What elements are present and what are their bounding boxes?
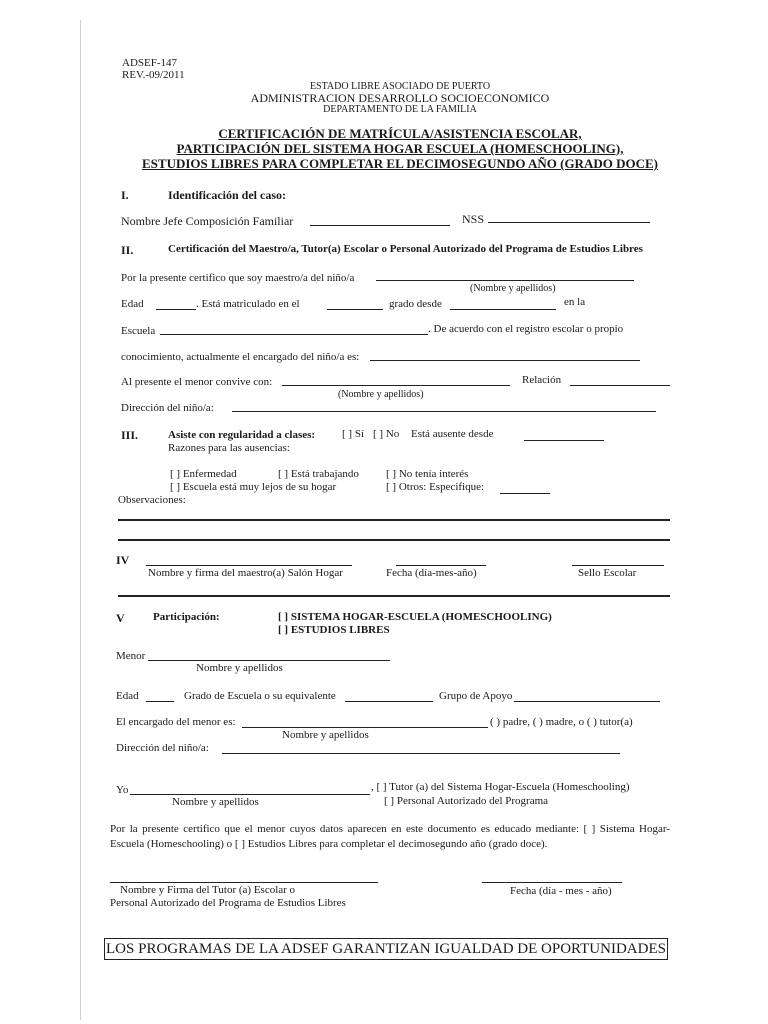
fecha-maestro-field[interactable]	[396, 565, 486, 566]
page-margin-line	[80, 20, 81, 1020]
opt-otros[interactable]: [ ] Otros: Especifique:	[386, 481, 485, 493]
opt-estudios-libres[interactable]: [ ] ESTUDIOS LIBRES	[278, 624, 390, 636]
org-line-1: ESTADO LIBRE ASOCIADO DE PUERTO	[309, 81, 491, 92]
convive-text: Al presente el menor convive con:	[121, 376, 273, 388]
escuela-label: Escuela	[121, 325, 156, 337]
razones-text: Razones para las ausencias:	[168, 442, 290, 454]
equal-opportunity-banner: LOS PROGRAMAS DE LA ADSEF GARANTIZAN IGUALDAD DE OPORTUNIDADES	[104, 938, 668, 960]
jefe-field[interactable]	[310, 225, 450, 226]
title-line-3: ESTUDIOS LIBRES PARA COMPLETAR EL DECIMOSEGUNDO AÑO (GRADO DOCE)	[142, 156, 658, 171]
direccion-field[interactable]	[232, 411, 656, 412]
no-checkbox[interactable]: [ ] No	[373, 428, 400, 440]
section-5-heading: Participación:	[153, 611, 220, 623]
section-2-heading: Certificación del Maestro/a, Tutor(a) Escolar o Personal Autorizado del Programa de Estudios Libres	[168, 243, 643, 255]
grado-desde-text: grado desde	[389, 298, 442, 310]
de-acuerdo-text: . De acuerdo con el registro escolar o propio	[428, 323, 624, 335]
firma-tutor-label-2: Personal Autorizado del Programa de Estudios Libres	[110, 897, 346, 909]
convive-hint: (Nombre y apellidos)	[338, 389, 424, 400]
title-line-1: CERTIFICACIÓN DE MATRÍCULA/ASISTENCIA ESCOLAR,	[218, 126, 582, 141]
nss-field[interactable]	[488, 222, 650, 223]
edad-label-v: Edad	[116, 690, 139, 702]
escuela-field[interactable]	[160, 334, 428, 335]
section-1-numeral: I.	[121, 188, 129, 202]
opt-trabajando[interactable]: [ ] Está trabajando	[278, 468, 359, 480]
org-line-2: ADMINISTRACION DESARROLLO SOCIOECONOMICO	[250, 91, 550, 105]
yo-hint: Nombre y apellidos	[172, 796, 259, 808]
personal-option[interactable]: [ ] Personal Autorizado del Programa	[384, 795, 549, 807]
fecha-tutor-label: Fecha (día - mes - año)	[510, 885, 612, 897]
nino-name-field[interactable]	[376, 280, 634, 281]
relacion-field[interactable]	[570, 385, 670, 386]
en-la-text: en la	[564, 296, 586, 308]
direccion-label: Dirección del niño/a:	[121, 402, 214, 414]
direccion-label-v: Dirección del niño/a:	[116, 742, 209, 754]
firma-tutor-field[interactable]	[110, 882, 378, 883]
grupo-apoyo-field[interactable]	[514, 701, 660, 702]
firma-maestro-label: Nombre y firma del maestro(a) Salón Hogar	[148, 567, 343, 579]
opt-enfermedad[interactable]: [ ] Enfermedad	[170, 468, 237, 480]
matriculado-text: . Está matriculado en el	[196, 298, 300, 310]
opt-interes[interactable]: [ ] No tenía interés	[386, 468, 469, 480]
title-line-2: PARTICIPACIÓN DEL SISTEMA HOGAR ESCUELA (HOMESCHOOLING),	[176, 141, 624, 156]
sello-field[interactable]	[572, 565, 664, 566]
grado-escuela-field[interactable]	[345, 701, 433, 702]
opt-homeschooling[interactable]: [ ] SISTEMA HOGAR-ESCUELA (HOMESCHOOLING)	[278, 611, 552, 623]
encargado-field-v[interactable]	[242, 727, 488, 728]
edad-field[interactable]	[156, 309, 196, 310]
edad-field-v[interactable]	[146, 701, 174, 702]
convive-field[interactable]	[282, 385, 510, 386]
form-revision: REV.-09/2011	[122, 69, 185, 81]
section-3-heading: Asiste con regularidad a clases:	[168, 429, 316, 441]
org-line-3: DEPARTAMENTO DE LA FAMILIA	[323, 104, 477, 115]
yo-field[interactable]	[130, 794, 370, 795]
form-code: ADSEF-147	[122, 57, 178, 69]
observaciones-line-2[interactable]	[118, 539, 670, 541]
jefe-label: Nombre Jefe Composición Familiar	[121, 214, 294, 228]
section-2-numeral: II.	[121, 243, 134, 257]
observaciones-line-1[interactable]	[118, 519, 670, 521]
grado-escuela-label: Grado de Escuela o su equivalente	[184, 690, 336, 702]
observaciones-label: Observaciones:	[118, 494, 186, 506]
edad-label: Edad	[121, 298, 144, 310]
section-3-numeral: III.	[121, 428, 139, 442]
nino-name-hint: (Nombre y apellidos)	[470, 283, 556, 294]
opt-lejos[interactable]: [ ] Escuela está muy lejos de su hogar	[170, 481, 337, 493]
section-4-divider	[118, 595, 670, 597]
menor-label: Menor	[116, 650, 146, 662]
tutor-option[interactable]: , [ ] Tutor (a) del Sistema Hogar-Escuela (Homeschooling)	[371, 781, 630, 793]
ausente-text: Está ausente desde	[411, 428, 494, 440]
padre-madre-options[interactable]: ( ) padre, ( ) madre, o ( ) tutor(a)	[490, 716, 633, 728]
encargado-hint: Nombre y apellidos	[282, 729, 369, 741]
section-4-numeral: IV	[116, 553, 130, 567]
certifico-paragraph: Por la presente certifico que el menor cuyos datos aparecen en este documento es educado mediante: [ ] Sistema Hogar-Escuela (Homeschooling) o [ ] Estudios Libres para completar el decimosegundo año (grado doce).	[110, 823, 670, 850]
sello-label: Sello Escolar	[578, 567, 637, 579]
nss-label: NSS	[462, 212, 485, 226]
direccion-field-v[interactable]	[222, 753, 620, 754]
fecha-tutor-field[interactable]	[482, 882, 622, 883]
si-checkbox[interactable]: [ ] Sí	[342, 428, 364, 440]
otros-field[interactable]	[500, 493, 550, 494]
fecha-maestro-label: Fecha (día-mes-año)	[386, 567, 477, 579]
encargado-field[interactable]	[370, 360, 640, 361]
firma-tutor-label-1: Nombre y Firma del Tutor (a) Escolar o	[120, 884, 296, 896]
relacion-label: Relación	[522, 374, 562, 386]
firma-maestro-field[interactable]	[146, 565, 352, 566]
grupo-apoyo-label: Grupo de Apoyo	[439, 690, 513, 702]
certifico-text: Por la presente certifico que soy maestro/a del niño/a	[121, 272, 355, 284]
grado-desde-field[interactable]	[450, 309, 556, 310]
encargado-label: El encargado del menor es:	[116, 716, 236, 728]
section-1-heading: Identificación del caso:	[168, 188, 286, 202]
grado-field[interactable]	[327, 309, 383, 310]
yo-label: Yo	[116, 784, 129, 796]
menor-hint: Nombre y apellidos	[196, 662, 283, 674]
conocimiento-text: conocimiento, actualmente el encargado del niño/a es:	[121, 351, 360, 363]
section-5-numeral: V	[116, 611, 125, 625]
ausente-field[interactable]	[524, 440, 604, 441]
menor-field[interactable]	[148, 660, 390, 661]
